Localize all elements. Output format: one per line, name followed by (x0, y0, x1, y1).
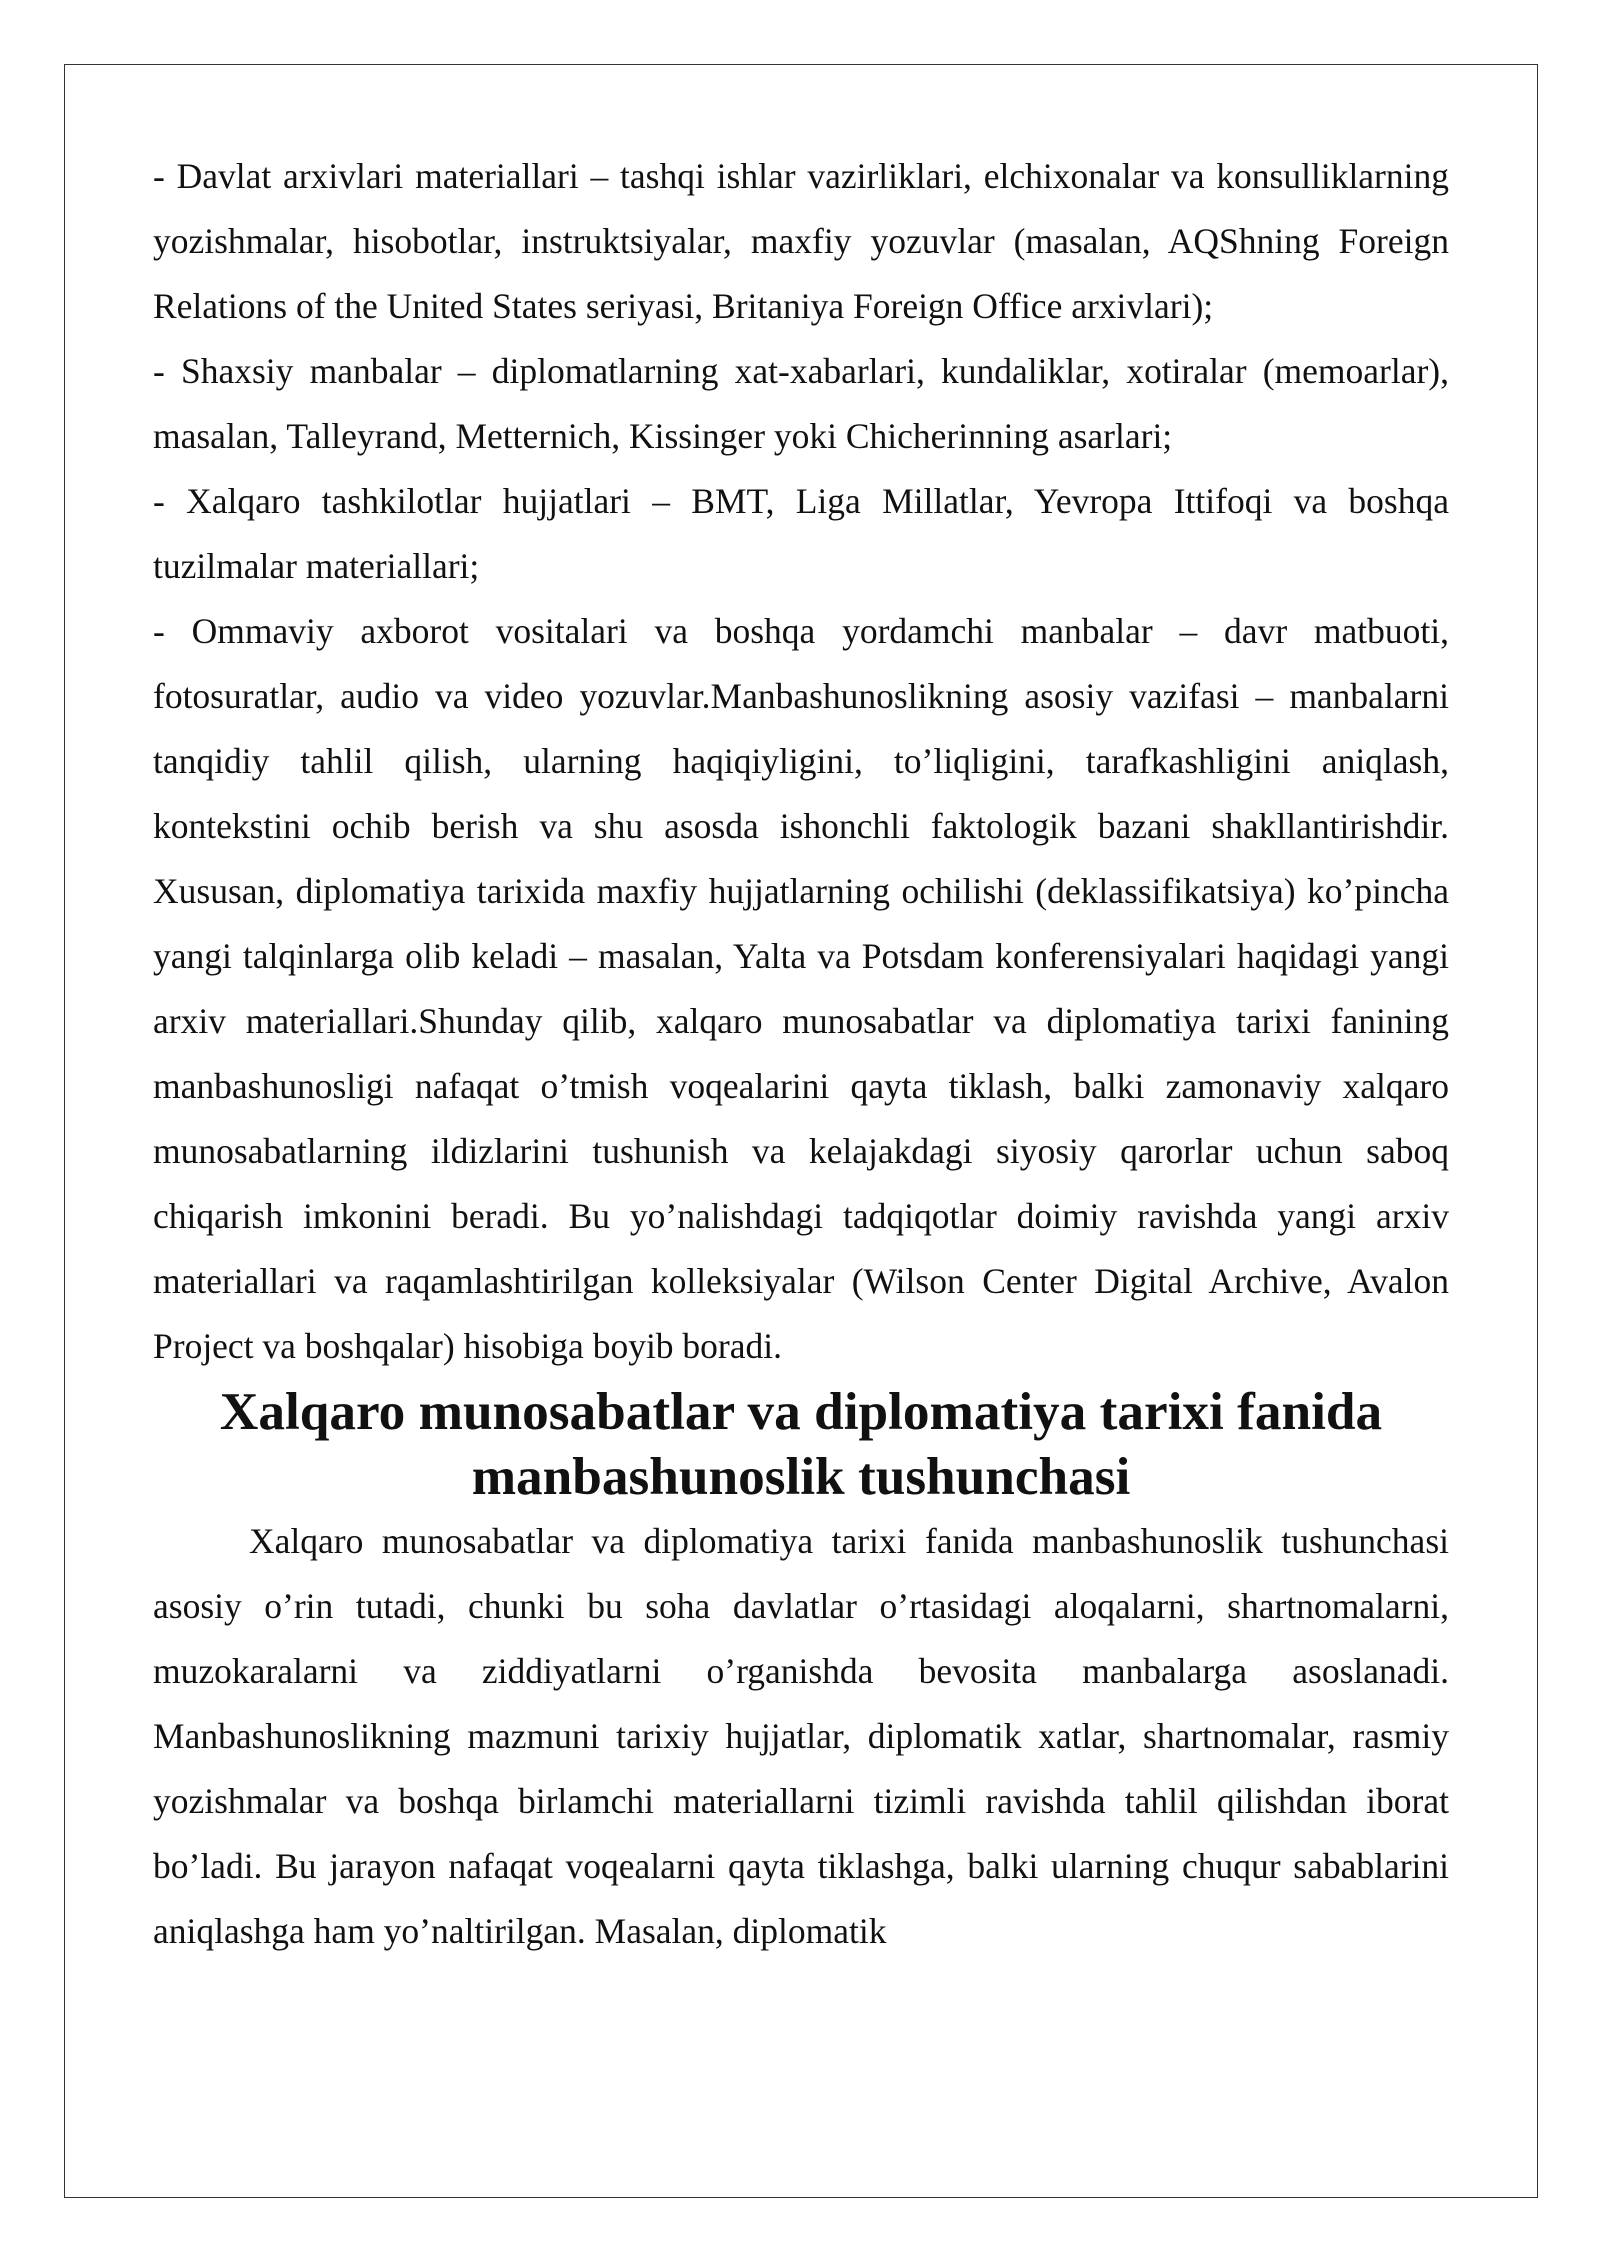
paragraph-source-studies-concept: Xalqaro munosabatlar va diplomatiya tarixi fanida manbashunoslik tushunchasi asosiy o’rin tutadi, chunki bu soha davlatlar o’rtasidagi aloqalarni, shartnomalarni, muzokaralarni va ziddiyatlarni o’rganishda bevosita manbalarga asoslanadi. Manbashunoslikning mazmuni tarixiy hujjatlar, diplomatik xatlar, shartnomalar, rasmiy yozishmalar va boshqa birlamchi materiallarni tizimli ravishda tahlil qilishdan iborat bo’ladi. Bu jarayon nafaqat voqealarni qayta tiklashga, balki ularning chuqur sabablarini aniqlashga ham yo’naltirilgan. Masalan, diplomatik (153, 1521, 1449, 1951)
section-heading: Xalqaro munosabatlar va diplomatiya tarixi fanida manbashunoslik tushunchasi (219, 1382, 1383, 1506)
paragraph-international-organizations: - Xalqaro tashkilotlar hujjatlari – BMT, Liga Millatlar, Yevropa Ittifoqi va boshqa tuzilmalar materiallari; (153, 481, 1449, 586)
document-body (153, 144, 1449, 1964)
paragraph-personal-sources: - Shaxsiy manbalar – diplomatlarning xat-xabarlari, kundaliklar, xotiralar (memoarlar), masalan, Talleyrand, Metternich, Kissinger yoki Chicherinning asarlari; (153, 351, 1449, 456)
paragraph-state-archives: - Davlat arxivlari materiallari – tashqi ishlar vazirliklari, elchixonalar va konsulliklarning yozishmalar, hisobotlar, instruktsiyalar, maxfiy yozuvlar (masalan, AQShning Foreign Relations of the United States seriyasi, Britaniya Foreign Office arxivlari); (153, 156, 1449, 326)
paragraph-mass-media: - Ommaviy axborot vositalari va boshqa yordamchi manbalar – davr matbuoti, fotosuratlar, audio va video yozuvlar.Manbashunoslikning asosiy vazifasi – manbalarni tanqidiy tahlil qilish, ularning haqiqiyligini, to’liqligini, tarafkashligini aniqlash, kontekstini ochib berish va shu asosda ishonchli faktologik bazani shakllantirishdir. Xususan, diplomatiya tarixida maxfiy hujjatlarning ochilishi (deklassifikatsiya) ko’pincha yangi talqinlarga olib keladi – masalan, Yalta va Potsdam konferensiyalari haqidagi yangi arxiv materiallari.Shunday qilib, xalqaro munosabatlar va diplomatiya tarixi fanining manbashunosligi nafaqat o’tmish voqealarini qayta tiklash, balki zamonaviy xalqaro munosabatlarning ildizlarini tushunish va kelajakdagi siyosiy qarorlar uchun saboq chiqarish imkonini beradi. Bu yo’nalishdagi tadqiqotlar doimiy ravishda yangi arxiv materiallari va raqamlashtirilgan kolleksiyalar (Wilson Center Digital Archive, Avalon Project va boshqalar) hisobiga boyib boradi. (153, 611, 1449, 1366)
